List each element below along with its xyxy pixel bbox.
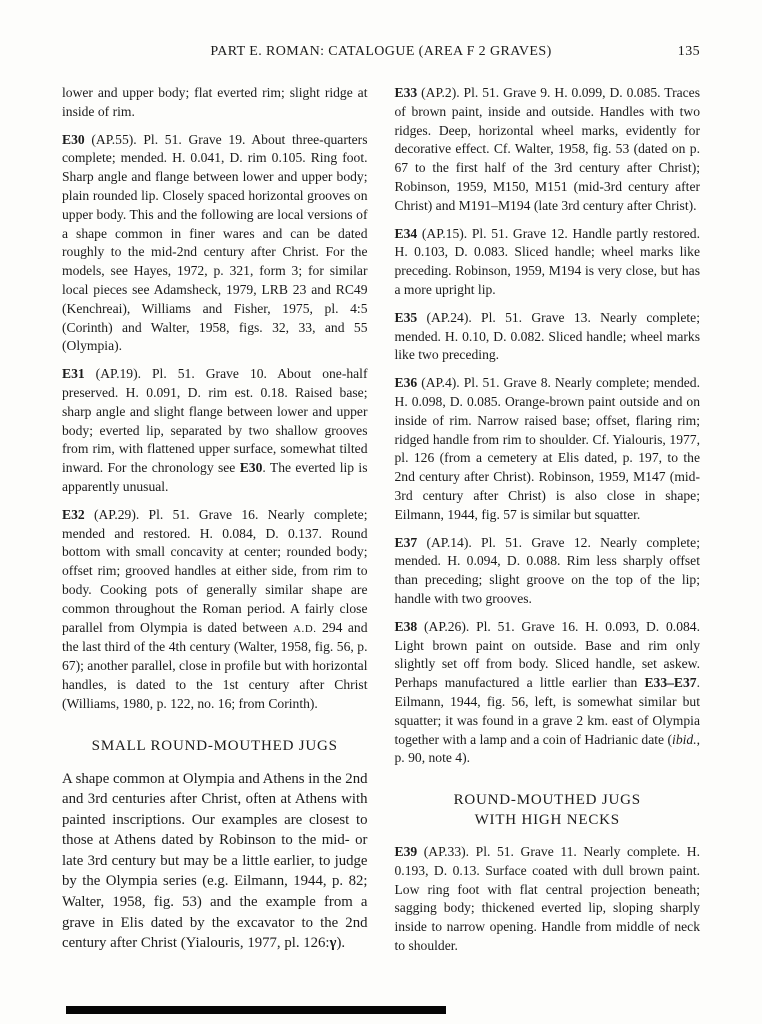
section-intro <box>62 769 368 954</box>
text-segment: E37 <box>394 534 418 550</box>
text-segment: . The everted lip is apparently unusual. <box>62 460 368 494</box>
section-heading-small-round-mouthed-jugs: SMALL ROUND-MOUTHED JUGS <box>91 737 338 754</box>
entry-e35 <box>395 309 701 365</box>
text-segment: , p. 90, note 4). <box>394 731 700 766</box>
text-segment: E34 <box>394 225 418 241</box>
entry-e38 <box>395 618 701 768</box>
text-segment: (AP.2). Pl. 51. Grave 9. H. 0.099, D. 0.085. Traces of brown paint, inside and outside. Handles with two ridges. Deep, horizontal wheel marks, evidently for decorative effect. Cf. Walter, 1958, fig. 53 (dated on p. 67 to the first half of the 3rd century after Christ); Robinson, 1959, M150, M151 (mid-3rd century after Christ) and M191–M194 (late 3rd century after Christ). <box>394 85 700 213</box>
scan-artifact-bar <box>66 1006 446 1014</box>
text-segment: E39 <box>394 844 418 860</box>
text-segment: (AP.4). Pl. 51. Grave 8. Nearly complete; mended. H. 0.098, D. 0.085. Orange-brown paint outside and on inside of rim. Narrow raised base; offset, flaring rim; ridged handle from rim to shoulder. Cf. Yialouris, 1977, pl. 126 (from a cemetery at Elis dated, p. 197, to the 2nd century after Christ). Robinson, 1959, M147 (mid-3rd century after Christ) is also close in shape; Eilmann, 1944, fig. 57 is similar but squatter. <box>394 375 700 522</box>
text-segment: γ <box>329 935 337 952</box>
text-segment: lower and upper body; flat everted rim; slight ridge at inside of rim. <box>62 85 368 119</box>
text-segment: E30 <box>62 131 85 147</box>
text-segment: (AP.55). Pl. 51. Grave 19. About three-quarters complete; mended. H. 0.041, D. rim 0.105. Ring foot. Sharp angle and flange between lower and upper body; plain rounded lip. Closely spaced horizontal grooves on upper body. This and the following are local versions of a shape common in finer wares and can be dated roughly to the mid-2nd century after Christ. For the models, see Hayes, 1972, p. 321, form 3; for similar local pieces see Adamsheck, 1979, LRB 23 and RC49 (Kenchreai), Williams and Fisher, 1975, pl. 4:5 (Corinth) and Walter, 1958, figs. 32, 33, and 55 (Olympia). <box>62 131 368 354</box>
text-columns <box>62 84 700 965</box>
section-heading-round-mouthed-jugs-high-necks: ROUND-MOUTHED JUGS WITH HIGH NECKS <box>453 792 641 829</box>
text-segment: (AP.19). Pl. 51. Grave 10. About one-half preserved. H. 0.091, D. rim est. 0.18. Raised base; sharp angle and slight flange between lower and upper body; everted lip, separated by two shallow grooves from rim, with flattened upper surface, somewhat tilted inward. For the chronology see <box>62 366 368 476</box>
entry-e36 <box>395 374 701 524</box>
text-segment: (AP.24). Pl. 51. Grave 13. Nearly complete; mended. H. 0.10, D. 0.082. Sliced handle; wheel marks like two preceding. <box>394 309 700 363</box>
text-segment: E35 <box>394 309 418 325</box>
text-segment: E33 <box>394 85 418 100</box>
text-segment: (AP.15). Pl. 51. Grave 12. Handle partly restored. H. 0.103, D. 0.083. Sliced handle; wheel marks like preceding. Robinson, 1959, M194 is very close, but has a more upright lip. <box>394 225 700 297</box>
text-segment: E32 <box>62 506 85 522</box>
text-segment: 294 and the last third of the 4th century (Walter, 1958, fig. 56, p. 67); another parallel, close in profile but with horizontal handles, is dated to the 1st century after Christ (Williams, 1980, p. 122, no. 16; from Corinth). <box>62 619 368 711</box>
entry-e37 <box>395 534 701 609</box>
text-segment: (AP.14). Pl. 51. Grave 12. Nearly complete; mended. H. 0.094, D. 0.088. Rim less sharply offset than preceding; slight groove on the top of the lip; handle with two grooves. <box>394 534 700 606</box>
entry-e31 <box>62 365 368 497</box>
text-segment: . Eilmann, 1944, fig. 56, left, is somewhat similar but squatter; it was found in a grave 2 km. east of Olympia together with a lamp and a coin of Hadrianic date ( <box>394 675 700 747</box>
text-segment: E30 <box>239 460 263 476</box>
entry-e32 <box>62 506 368 714</box>
entry-e33 <box>395 84 701 216</box>
right-column <box>395 84 701 965</box>
entry-e30 <box>62 131 368 357</box>
left-column <box>62 84 368 965</box>
text-segment: E31 <box>62 366 85 382</box>
text-segment: ibid. <box>672 731 697 747</box>
text-segment: (AP.26). Pl. 51. Grave 16. H. 0.093, D. 0.084. Light brown paint on outside. Base and rim only slightly set off from body. Sliced handle, set askew. Perhaps manufactured a little earlier than <box>394 618 700 691</box>
text-segment: ). <box>336 935 346 952</box>
running-title: PART E. ROMAN: CATALOGUE (AREA F 2 GRAVES) <box>210 44 552 59</box>
page-number: 135 <box>677 44 700 59</box>
entry-e39 <box>395 843 701 956</box>
text-segment: A shape common at Olympia and Athens in the 2nd and 3rd centuries after Christ, often at Athens with painted inscriptions. Our examples are closest to those at Athens dated by Robinson to the mid- or late 3rd century but may be a little earlier, to judge by the Olympia series (e.g. Eilmann, 1944, p. 82; Walter, 1958, fig. 53) and the example from a grave in Elis dated by the excavator to the 2nd century after Christ (Yialouris, 1977, pl. 126: <box>62 770 368 952</box>
page-header <box>62 44 700 60</box>
text-segment: A.D. <box>293 622 317 635</box>
text-segment: E36 <box>394 375 418 391</box>
entry-e34 <box>395 225 701 300</box>
text-segment: (AP.33). Pl. 51. Grave 11. Nearly complete. H. 0.193, D. 0.13. Surface coated with dull brown paint. Low ring foot with flat central projection beneath; sagging body; thickened everted lip, sloping sharply inside to narrow opening. Handle from middle of neck to shoulder. <box>394 844 700 954</box>
text-segment: E33–E37 <box>644 675 697 691</box>
text-segment: (AP.29). Pl. 51. Grave 16. Nearly complete; mended and restored. H. 0.084, D. 0.137. Round bottom with small concavity at center; rounded body; offset rim; grooved handles at either side, from rim to body. Cooking pots of generally similar shape are common throughout the Roman period. A fairly close parallel from Olympia is dated between <box>62 506 368 635</box>
text-segment: E38 <box>394 618 418 634</box>
continuation-paragraph <box>62 84 368 122</box>
